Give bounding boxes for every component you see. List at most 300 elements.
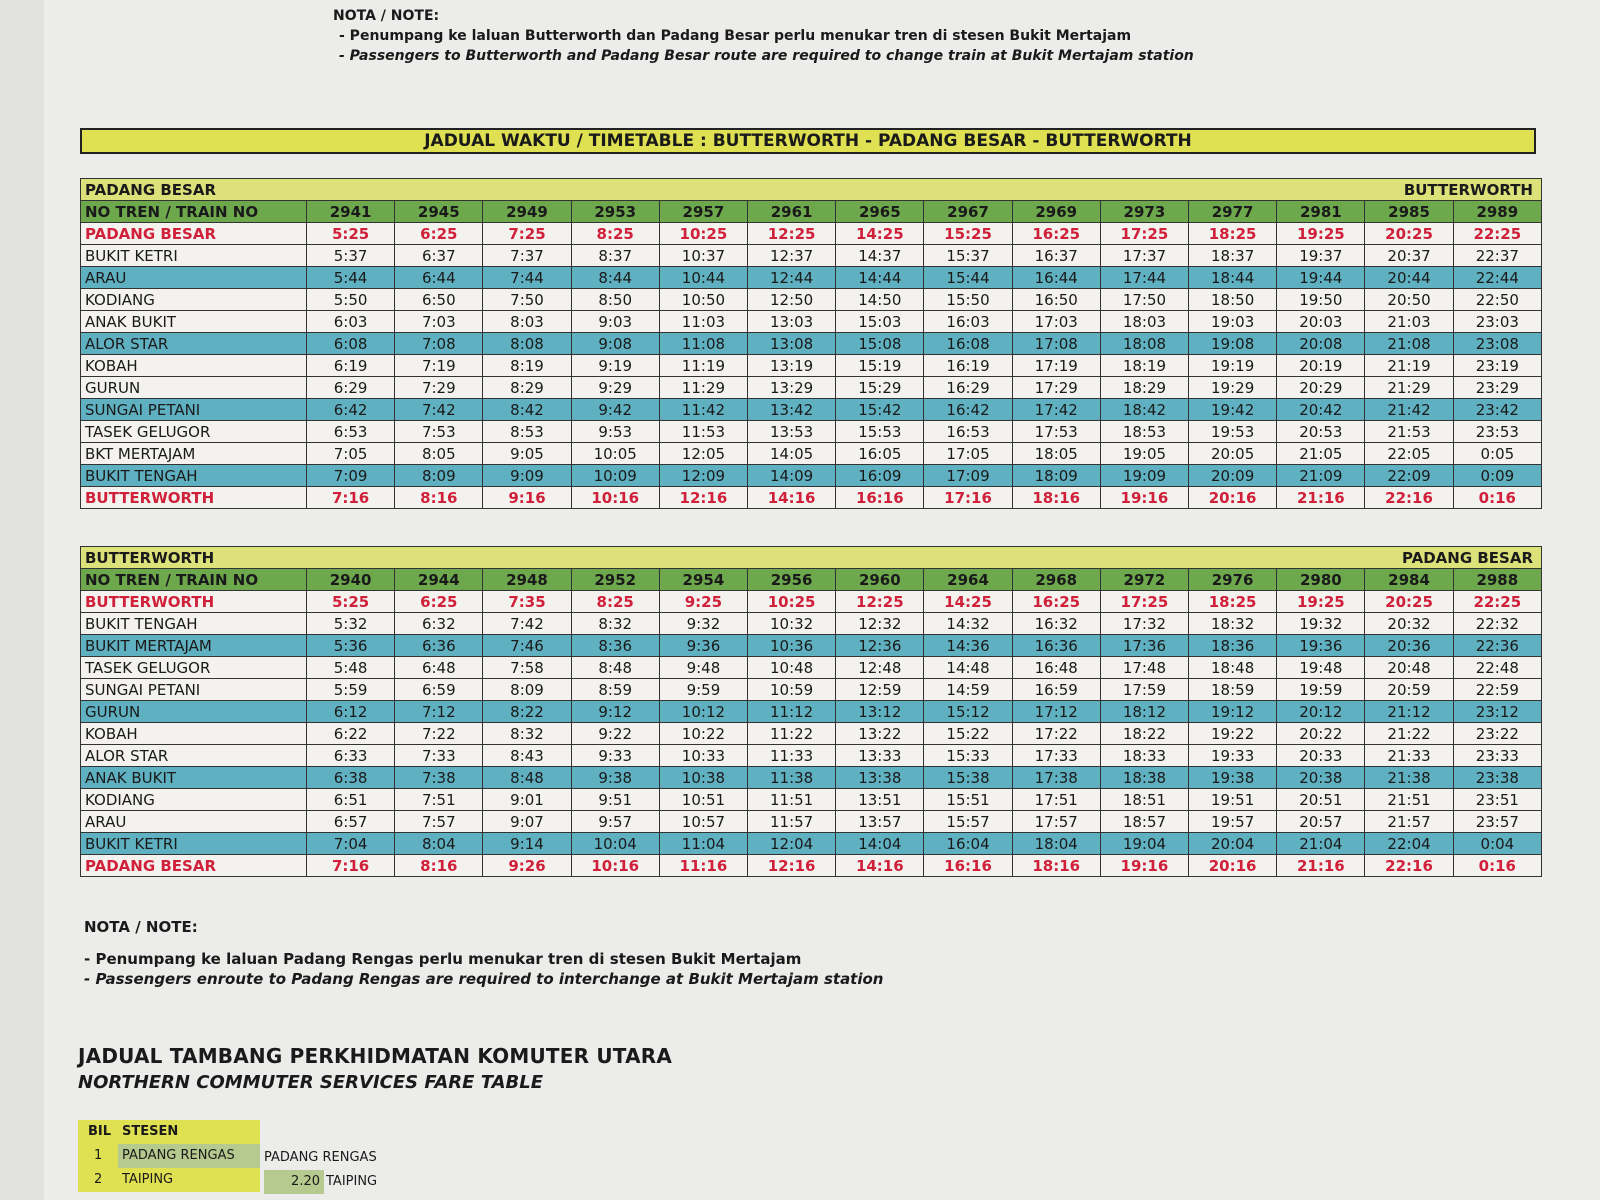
departure-time: 18:16	[1012, 855, 1100, 877]
departure-time: 18:48	[1189, 657, 1277, 679]
departure-time: 20:48	[1365, 657, 1453, 679]
station-row	[81, 591, 1542, 613]
departure-time: 18:50	[1189, 289, 1277, 311]
departure-time: 22:59	[1453, 679, 1541, 701]
station-name: SUNGAI PETANI	[81, 679, 307, 701]
departure-time: 16:29	[924, 377, 1012, 399]
station-name: PADANG BESAR	[81, 855, 307, 877]
departure-time: 15:25	[924, 223, 1012, 245]
departure-time: 9:12	[571, 701, 659, 723]
departure-time: 20:36	[1365, 635, 1453, 657]
departure-time: 13:33	[836, 745, 924, 767]
departure-time: 7:16	[307, 855, 395, 877]
station-name: KOBAH	[81, 355, 307, 377]
departure-time: 13:22	[836, 723, 924, 745]
departure-time: 20:32	[1365, 613, 1453, 635]
departure-time: 21:03	[1365, 311, 1453, 333]
top-note-title: NOTA / NOTE:	[333, 8, 440, 24]
departure-time: 14:09	[748, 465, 836, 487]
departure-time: 7:58	[483, 657, 571, 679]
departure-time: 19:03	[1189, 311, 1277, 333]
departure-time: 15:22	[924, 723, 1012, 745]
departure-time: 5:36	[307, 635, 395, 657]
departure-time: 23:38	[1453, 767, 1541, 789]
departure-time: 12:59	[836, 679, 924, 701]
departure-time: 19:08	[1189, 333, 1277, 355]
departure-time: 23:03	[1453, 311, 1541, 333]
departure-time: 23:33	[1453, 745, 1541, 767]
train-number: 2967	[924, 201, 1012, 223]
departure-time: 7:12	[395, 701, 483, 723]
departure-time: 6:19	[307, 355, 395, 377]
departure-time: 8:25	[571, 591, 659, 613]
departure-time: 6:42	[307, 399, 395, 421]
departure-time: 17:32	[1100, 613, 1188, 635]
departure-time: 7:37	[483, 245, 571, 267]
train-no-label: NO TREN / TRAIN NO	[81, 569, 307, 591]
departure-time: 7:51	[395, 789, 483, 811]
station-name: ANAK BUKIT	[81, 311, 307, 333]
departure-time: 8:05	[395, 443, 483, 465]
departure-time: 18:29	[1100, 377, 1188, 399]
timetable-banner: JADUAL WAKTU / TIMETABLE : BUTTERWORTH - PADANG BESAR - BUTTERWORTH	[80, 128, 1536, 154]
departure-time: 20:19	[1277, 355, 1365, 377]
station-row	[81, 767, 1542, 789]
station-name: TASEK GELUGOR	[81, 657, 307, 679]
route-header	[81, 547, 1542, 569]
departure-time: 11:03	[659, 311, 747, 333]
station-row	[81, 635, 1542, 657]
train-number: 2977	[1189, 201, 1277, 223]
station-name: KODIANG	[81, 289, 307, 311]
train-number: 2949	[483, 201, 571, 223]
departure-time: 19:16	[1100, 487, 1188, 509]
departure-time: 18:53	[1100, 421, 1188, 443]
route-origin: PADANG BESAR	[85, 180, 217, 199]
departure-time: 17:44	[1100, 267, 1188, 289]
departure-time: 9:57	[571, 811, 659, 833]
departure-time: 5:32	[307, 613, 395, 635]
departure-time: 9:38	[571, 767, 659, 789]
station-name: BUKIT TENGAH	[81, 613, 307, 635]
departure-time: 16:08	[924, 333, 1012, 355]
departure-time: 20:05	[1189, 443, 1277, 465]
train-number: 2985	[1365, 201, 1453, 223]
station-row	[81, 679, 1542, 701]
departure-time: 22:32	[1453, 613, 1541, 635]
departure-time: 22:16	[1365, 487, 1453, 509]
departure-time: 14:37	[836, 245, 924, 267]
departure-time: 19:59	[1277, 679, 1365, 701]
departure-time: 12:25	[748, 223, 836, 245]
departure-time: 7:04	[307, 833, 395, 855]
departure-time: 6:33	[307, 745, 395, 767]
station-name: ALOR STAR	[81, 333, 307, 355]
station-name: BKT MERTAJAM	[81, 443, 307, 465]
departure-time: 6:12	[307, 701, 395, 723]
departure-time: 7:57	[395, 811, 483, 833]
departure-time: 9:03	[571, 311, 659, 333]
station-row	[81, 377, 1542, 399]
departure-time: 8:48	[483, 767, 571, 789]
departure-time: 17:25	[1100, 591, 1188, 613]
departure-time: 13:57	[836, 811, 924, 833]
station-row	[81, 355, 1542, 377]
departure-time: 11:08	[659, 333, 747, 355]
departure-time: 9:09	[483, 465, 571, 487]
departure-time: 15:03	[836, 311, 924, 333]
station-name: KODIANG	[81, 789, 307, 811]
fare-row-bil: 2	[78, 1168, 118, 1192]
departure-time: 16:09	[836, 465, 924, 487]
departure-time: 19:44	[1277, 267, 1365, 289]
departure-time: 16:50	[1012, 289, 1100, 311]
top-note-malay: - Penumpang ke laluan Butterworth dan Padang Besar perlu menukar tren di stesen Bukit Mertajam	[339, 28, 1132, 44]
departure-time: 13:19	[748, 355, 836, 377]
departure-time: 17:19	[1012, 355, 1100, 377]
train-number: 2969	[1012, 201, 1100, 223]
departure-time: 6:38	[307, 767, 395, 789]
departure-time: 12:04	[748, 833, 836, 855]
departure-time: 5:37	[307, 245, 395, 267]
departure-time: 8:42	[483, 399, 571, 421]
departure-time: 22:36	[1453, 635, 1541, 657]
departure-time: 10:37	[659, 245, 747, 267]
bottom-note	[84, 918, 883, 988]
departure-time: 12:05	[659, 443, 747, 465]
train-number: 2976	[1189, 569, 1277, 591]
departure-time: 16:42	[924, 399, 1012, 421]
departure-time: 0:16	[1453, 855, 1541, 877]
departure-time: 22:48	[1453, 657, 1541, 679]
departure-time: 7:38	[395, 767, 483, 789]
departure-time: 18:32	[1189, 613, 1277, 635]
departure-time: 6:51	[307, 789, 395, 811]
station-row	[81, 723, 1542, 745]
departure-time: 20:44	[1365, 267, 1453, 289]
departure-time: 19:50	[1277, 289, 1365, 311]
departure-time: 8:16	[395, 487, 483, 509]
train-number: 2954	[659, 569, 747, 591]
train-number: 2941	[307, 201, 395, 223]
page-margin	[0, 0, 44, 1200]
departure-time: 10:48	[748, 657, 836, 679]
departure-time: 14:32	[924, 613, 1012, 635]
departure-time: 10:04	[571, 833, 659, 855]
train-number: 2981	[1277, 201, 1365, 223]
departure-time: 15:44	[924, 267, 1012, 289]
departure-time: 19:36	[1277, 635, 1365, 657]
departure-time: 20:04	[1189, 833, 1277, 855]
fare-title-english: NORTHERN COMMUTER SERVICES FARE TABLE	[78, 1072, 544, 1093]
departure-time: 15:33	[924, 745, 1012, 767]
departure-time: 19:33	[1189, 745, 1277, 767]
train-number: 2972	[1100, 569, 1188, 591]
departure-time: 22:25	[1453, 223, 1541, 245]
departure-time: 6:44	[395, 267, 483, 289]
departure-time: 9:07	[483, 811, 571, 833]
departure-time: 21:08	[1365, 333, 1453, 355]
train-number: 2989	[1453, 201, 1541, 223]
departure-time: 7:16	[307, 487, 395, 509]
departure-time: 18:33	[1100, 745, 1188, 767]
departure-time: 9:25	[659, 591, 747, 613]
departure-time: 15:38	[924, 767, 1012, 789]
departure-time: 20:25	[1365, 223, 1453, 245]
departure-time: 17:29	[1012, 377, 1100, 399]
station-name: ANAK BUKIT	[81, 767, 307, 789]
departure-time: 20:25	[1365, 591, 1453, 613]
departure-time: 5:25	[307, 591, 395, 613]
departure-time: 18:05	[1012, 443, 1100, 465]
departure-time: 10:59	[748, 679, 836, 701]
station-row	[81, 443, 1542, 465]
fare-title-malay: JADUAL TAMBANG PERKHIDMATAN KOMUTER UTARA	[78, 1044, 673, 1068]
departure-time: 13:51	[836, 789, 924, 811]
departure-time: 9:14	[483, 833, 571, 855]
departure-time: 21:29	[1365, 377, 1453, 399]
departure-time: 16:37	[1012, 245, 1100, 267]
departure-time: 16:48	[1012, 657, 1100, 679]
departure-time: 8:48	[571, 657, 659, 679]
departure-time: 5:50	[307, 289, 395, 311]
departure-time: 20:08	[1277, 333, 1365, 355]
station-row	[81, 811, 1542, 833]
departure-time: 10:32	[748, 613, 836, 635]
departure-time: 13:12	[836, 701, 924, 723]
station-row	[81, 465, 1542, 487]
top-note	[333, 8, 1194, 64]
departure-time: 9:26	[483, 855, 571, 877]
departure-time: 18:19	[1100, 355, 1188, 377]
station-row	[81, 855, 1542, 877]
departure-time: 18:42	[1100, 399, 1188, 421]
departure-time: 18:04	[1012, 833, 1100, 855]
departure-time: 17:50	[1100, 289, 1188, 311]
departure-time: 10:25	[748, 591, 836, 613]
departure-time: 18:09	[1012, 465, 1100, 487]
bottom-note-malay: - Penumpang ke laluan Padang Rengas perlu menukar tren di stesen Bukit Mertajam	[84, 950, 802, 968]
departure-time: 8:32	[483, 723, 571, 745]
departure-time: 20:38	[1277, 767, 1365, 789]
departure-time: 19:38	[1189, 767, 1277, 789]
departure-time: 11:42	[659, 399, 747, 421]
station-row	[81, 833, 1542, 855]
train-no-label: NO TREN / TRAIN NO	[81, 201, 307, 223]
departure-time: 17:09	[924, 465, 1012, 487]
departure-time: 9:36	[659, 635, 747, 657]
departure-time: 9:29	[571, 377, 659, 399]
departure-time: 12:16	[748, 855, 836, 877]
departure-time: 17:25	[1100, 223, 1188, 245]
train-number: 2956	[748, 569, 836, 591]
departure-time: 21:42	[1365, 399, 1453, 421]
departure-time: 15:12	[924, 701, 1012, 723]
departure-time: 7:42	[395, 399, 483, 421]
departure-time: 22:16	[1365, 855, 1453, 877]
departure-time: 17:42	[1012, 399, 1100, 421]
route-destination: BUTTERWORTH	[1403, 180, 1533, 199]
departure-time: 6:32	[395, 613, 483, 635]
station-name: BUKIT KETRI	[81, 833, 307, 855]
departure-time: 20:33	[1277, 745, 1365, 767]
fare-value: 2.20	[264, 1170, 324, 1194]
departure-time: 21:51	[1365, 789, 1453, 811]
departure-time: 18:59	[1189, 679, 1277, 701]
departure-time: 7:25	[483, 223, 571, 245]
train-number: 2965	[836, 201, 924, 223]
departure-time: 17:48	[1100, 657, 1188, 679]
station-row	[81, 745, 1542, 767]
train-number: 2968	[1012, 569, 1100, 591]
departure-time: 12:09	[659, 465, 747, 487]
departure-time: 20:12	[1277, 701, 1365, 723]
departure-time: 7:42	[483, 613, 571, 635]
departure-time: 0:05	[1453, 443, 1541, 465]
departure-time: 6:53	[307, 421, 395, 443]
fare-col-bil: BIL	[78, 1120, 128, 1144]
departure-time: 14:25	[924, 591, 1012, 613]
departure-time: 12:50	[748, 289, 836, 311]
departure-time: 9:33	[571, 745, 659, 767]
departure-time: 9:59	[659, 679, 747, 701]
departure-time: 16:44	[1012, 267, 1100, 289]
departure-time: 20:50	[1365, 289, 1453, 311]
departure-time: 23:51	[1453, 789, 1541, 811]
timetable-padang-besar-to-butterworth	[80, 178, 1542, 509]
departure-time: 21:53	[1365, 421, 1453, 443]
departure-time: 17:22	[1012, 723, 1100, 745]
station-row	[81, 487, 1542, 509]
station-row	[81, 399, 1542, 421]
bottom-note-english: - Passengers enroute to Padang Rengas are required to interchange at Bukit Mertajam station	[84, 970, 884, 988]
departure-time: 0:09	[1453, 465, 1541, 487]
fare-row-station: PADANG RENGAS	[118, 1144, 260, 1168]
departure-time: 10:09	[571, 465, 659, 487]
departure-time: 21:16	[1277, 855, 1365, 877]
departure-time: 16:19	[924, 355, 1012, 377]
departure-time: 10:50	[659, 289, 747, 311]
departure-time: 10:25	[659, 223, 747, 245]
fare-col-stesen: STESEN	[118, 1120, 260, 1144]
departure-time: 16:32	[1012, 613, 1100, 635]
station-row	[81, 223, 1542, 245]
train-number-row	[81, 201, 1542, 223]
departure-time: 23:12	[1453, 701, 1541, 723]
train-number: 2953	[571, 201, 659, 223]
departure-time: 6:50	[395, 289, 483, 311]
train-number: 2957	[659, 201, 747, 223]
departure-time: 15:29	[836, 377, 924, 399]
route-origin: BUTTERWORTH	[85, 548, 215, 567]
departure-time: 14:50	[836, 289, 924, 311]
fare-row-bil: 1	[78, 1144, 118, 1168]
departure-time: 18:37	[1189, 245, 1277, 267]
departure-time: 16:25	[1012, 223, 1100, 245]
station-name: PADANG BESAR	[81, 223, 307, 245]
departure-time: 16:04	[924, 833, 1012, 855]
departure-time: 23:08	[1453, 333, 1541, 355]
departure-time: 10:05	[571, 443, 659, 465]
departure-time: 16:53	[924, 421, 1012, 443]
station-row	[81, 311, 1542, 333]
departure-time: 19:37	[1277, 245, 1365, 267]
departure-time: 8:36	[571, 635, 659, 657]
station-name: ALOR STAR	[81, 745, 307, 767]
departure-time: 10:38	[659, 767, 747, 789]
departure-time: 14:44	[836, 267, 924, 289]
departure-time: 18:57	[1100, 811, 1188, 833]
departure-time: 19:29	[1189, 377, 1277, 399]
departure-time: 8:53	[483, 421, 571, 443]
departure-time: 15:42	[836, 399, 924, 421]
departure-time: 9:51	[571, 789, 659, 811]
departure-time: 18:25	[1189, 591, 1277, 613]
departure-time: 22:25	[1453, 591, 1541, 613]
departure-time: 20:16	[1189, 487, 1277, 509]
departure-time: 23:57	[1453, 811, 1541, 833]
station-row	[81, 245, 1542, 267]
departure-time: 8:04	[395, 833, 483, 855]
departure-time: 14:59	[924, 679, 1012, 701]
top-note-english: - Passengers to Butterworth and Padang Besar route are required to change train at Bukit Mertajam station	[339, 48, 1194, 64]
departure-time: 14:16	[748, 487, 836, 509]
departure-time: 7:50	[483, 289, 571, 311]
departure-time: 9:22	[571, 723, 659, 745]
departure-time: 6:25	[395, 223, 483, 245]
departure-time: 17:57	[1012, 811, 1100, 833]
departure-time: 20:53	[1277, 421, 1365, 443]
departure-time: 19:51	[1189, 789, 1277, 811]
station-name: SUNGAI PETANI	[81, 399, 307, 421]
departure-time: 18:08	[1100, 333, 1188, 355]
departure-time: 9:01	[483, 789, 571, 811]
departure-time: 19:22	[1189, 723, 1277, 745]
departure-time: 19:04	[1100, 833, 1188, 855]
departure-time: 6:22	[307, 723, 395, 745]
train-number: 2980	[1277, 569, 1365, 591]
departure-time: 7:53	[395, 421, 483, 443]
departure-time: 5:25	[307, 223, 395, 245]
departure-time: 11:29	[659, 377, 747, 399]
station-name: ARAU	[81, 811, 307, 833]
departure-time: 18:03	[1100, 311, 1188, 333]
departure-time: 21:04	[1277, 833, 1365, 855]
departure-time: 11:38	[748, 767, 836, 789]
departure-time: 21:33	[1365, 745, 1453, 767]
departure-time: 11:51	[748, 789, 836, 811]
departure-time: 18:38	[1100, 767, 1188, 789]
station-row	[81, 657, 1542, 679]
departure-time: 9:32	[659, 613, 747, 635]
train-number: 2964	[924, 569, 1012, 591]
departure-time: 17:08	[1012, 333, 1100, 355]
departure-time: 21:38	[1365, 767, 1453, 789]
departure-time: 17:37	[1100, 245, 1188, 267]
departure-time: 6:48	[395, 657, 483, 679]
station-name: ARAU	[81, 267, 307, 289]
departure-time: 9:05	[483, 443, 571, 465]
departure-time: 11:22	[748, 723, 836, 745]
departure-time: 19:57	[1189, 811, 1277, 833]
departure-time: 8:37	[571, 245, 659, 267]
departure-time: 12:36	[836, 635, 924, 657]
departure-time: 22:50	[1453, 289, 1541, 311]
departure-time: 14:05	[748, 443, 836, 465]
departure-time: 23:42	[1453, 399, 1541, 421]
train-number: 2960	[836, 569, 924, 591]
departure-time: 20:09	[1189, 465, 1277, 487]
